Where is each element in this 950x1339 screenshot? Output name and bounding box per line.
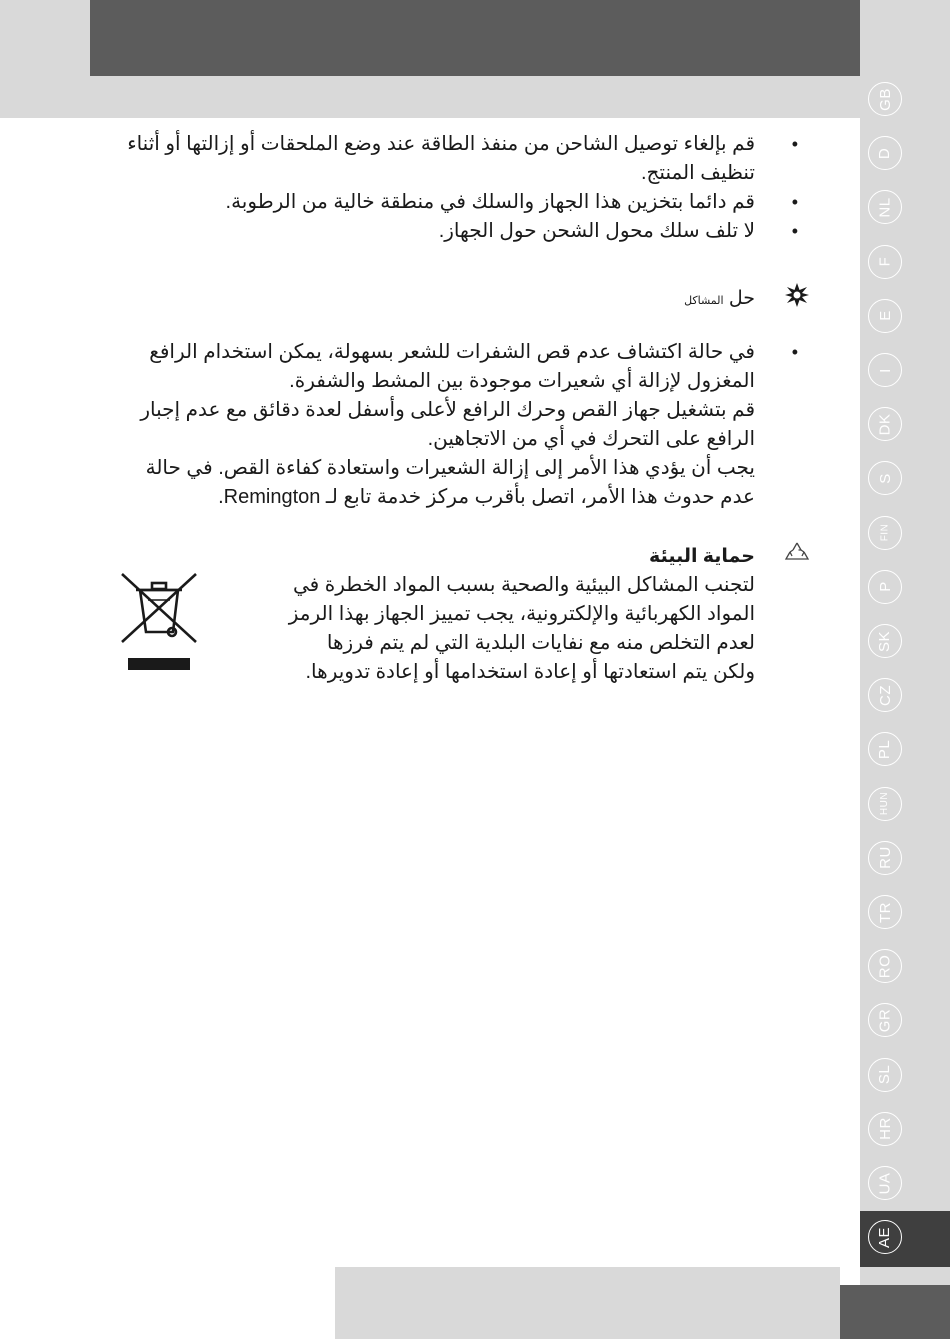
language-tab-label: PL (876, 739, 894, 760)
language-tab-label: TR (876, 901, 894, 923)
language-tab-label: RO (876, 954, 894, 978)
language-tab-label: UA (876, 1172, 894, 1194)
troubleshooting-paragraph-1: في حالة اكتشاف عدم قص الشفرات للشعر بسهولة، يمكن استخدام الرافع المغزول لإزالة أي شعيرات موجودة بين المشط والشفرة. (149, 341, 755, 392)
language-tab-d[interactable] (868, 136, 902, 170)
language-tab-label: GR (876, 1008, 894, 1033)
language-tab-cz[interactable] (868, 678, 902, 712)
language-tab-ae[interactable] (868, 1220, 902, 1254)
language-tab-p[interactable] (868, 570, 902, 604)
language-tab-label: S (876, 473, 894, 484)
language-tab-label: E (876, 310, 894, 322)
language-tab-label: GB (876, 87, 894, 111)
crossed-out-wheelie-bin-icon (118, 570, 200, 672)
care-bullet-list (110, 130, 830, 246)
language-tab-label: HUN (879, 792, 891, 816)
troubleshooting-heading-small: المشاكل (684, 295, 724, 307)
language-tab-ru[interactable] (868, 841, 902, 875)
troubleshooting-paragraph-3: يجب أن يؤدي هذا الأمر إلى إزالة الشعيرات واستعادة كفاءة القص. في حالة عدم حدوث هذا الأمر، اتصل بأقرب مركز خدمة تابع لـ Remington. (145, 457, 755, 508)
language-tab-label: NL (876, 197, 894, 218)
environment-text: لتجنب المشاكل البيئية والصحية بسبب المواد الخطرة في المواد الكهربائية والإلكترونية، يجب تمييز الجهاز بهذا الرمز لعدم التخلص منه مع نفايات البلدية التي لم يتم فرزها ولكن يتم استعادتها أو إعادة استخدامها أو إعادة تدويرها. (288, 574, 755, 683)
language-tab-i[interactable] (868, 353, 902, 387)
language-tab-f[interactable] (868, 245, 902, 279)
troubleshooting-heading (110, 284, 830, 316)
footer-dark-bar (840, 1285, 950, 1339)
language-tab-dk[interactable] (868, 407, 902, 441)
troubleshooting-paragraph-2: قم بتشغيل جهاز القص وحرك الرافع لأعلى وأسفل لعدة دقائق مع عدم إجبار الرافع على التحرك في أي من الاتجاهين. (140, 399, 755, 450)
list-item: • قم دائما بتخزين هذا الجهاز والسلك في منطقة خالية من الرطوبة. (110, 188, 830, 217)
language-tab-label: FIN (879, 523, 891, 542)
language-tab-gb[interactable] (868, 82, 902, 116)
footer-light-bar (335, 1267, 840, 1339)
environment-heading (110, 542, 830, 571)
header-dark-bar (90, 0, 860, 76)
language-tab-label: DK (876, 413, 894, 436)
language-tab-label: HR (876, 1117, 894, 1141)
recycle-icon (784, 540, 810, 566)
language-tab-ro[interactable] (868, 949, 902, 983)
language-tab-hun[interactable] (868, 787, 902, 821)
environment-section (110, 542, 830, 687)
language-tab-label: AE (876, 1226, 894, 1248)
list-item (110, 338, 830, 512)
language-tab-fin[interactable] (868, 516, 902, 550)
language-tab-label: RU (876, 846, 894, 870)
language-tab-label: D (876, 147, 894, 159)
language-tab-label: P (876, 581, 894, 593)
language-tab-e[interactable] (868, 299, 902, 333)
language-tab-sk[interactable] (868, 624, 902, 658)
language-tab-label: SL (876, 1064, 894, 1085)
list-item: • قم بإلغاء توصيل الشاحن من منفذ الطاقة عند وضع الملحقات أو إزالتها أو أثناء تنظيف المنتج. (110, 130, 830, 188)
language-tab-label: CZ (876, 684, 894, 706)
language-tab-label: I (876, 367, 894, 373)
troubleshooting-star-icon (784, 282, 810, 308)
environment-heading-text: حماية البيئة (649, 546, 755, 567)
language-tab-sl[interactable] (868, 1058, 902, 1092)
troubleshooting-heading-main: حل (728, 288, 755, 309)
page-content (110, 130, 830, 687)
language-tab-hr[interactable] (868, 1112, 902, 1146)
language-tab-label: SK (876, 630, 894, 652)
list-item: • لا تلف سلك محول الشحن حول الجهاز. (110, 217, 830, 246)
language-tab-ua[interactable] (868, 1166, 902, 1200)
language-tab-label: F (876, 256, 894, 267)
language-tab-tr[interactable] (868, 895, 902, 929)
troubleshooting-list (110, 338, 830, 512)
